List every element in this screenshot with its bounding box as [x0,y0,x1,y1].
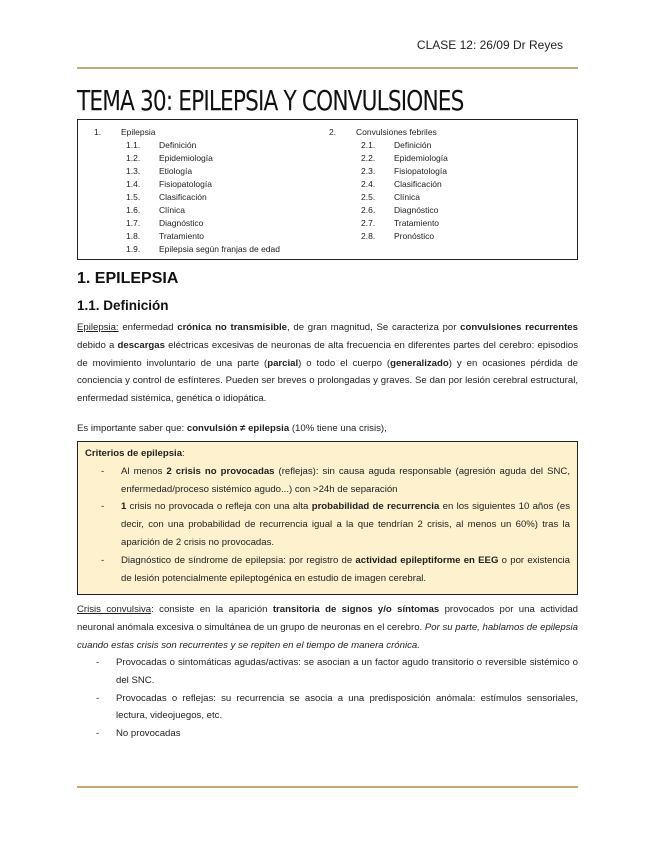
toc-number: 1.3. [126,166,141,176]
toc-number: 1.6. [126,205,141,215]
text: ) o todo el cuerpo ( [298,357,391,369]
criteria-title [85,445,570,463]
text: Provocadas o sintomáticas agudas/activas: se asocian a un factor agudo transitorio o reversible sistémico o del SNC. [116,657,578,686]
bullet-dash: - [96,692,100,704]
text: ) y en ocasiones pérdida de conciencia y control de esfínteres. Pueden ser breves o prolongadas y graves. Se dan por lesión cerebral estructural, enfermedad sistémica, genética o idiopática. [77,357,578,405]
bold-text: transitoria de signos y/o síntomas [272,604,440,615]
toc-number: 2.4. [361,179,376,189]
text: Es importante saber que: [77,423,187,434]
text: Provocadas o reflejas: su recurrencia se asocia a una predisposición anómala: estímulos sensoriales, lectura, videojuegos, etc. [116,692,578,722]
toc-subitem [94,204,334,217]
toc-item [94,126,337,139]
toc-label: Epidemiología [159,153,213,163]
toc-column-convulsiones [329,126,569,243]
toc-label: Clasificación [159,192,207,202]
toc-subitem [329,152,569,165]
toc-number: 2.8. [361,231,376,241]
toc-number: 1.5. [126,192,141,202]
toc-label: Clasificación [394,179,442,189]
toc-column-epilepsia [94,126,337,256]
list-item [77,725,578,743]
important-note [77,420,578,438]
text: consiste en la aparición [153,604,273,615]
toc-subitem [329,191,569,204]
bullet-dash: - [96,657,100,668]
text: Al menos [121,465,167,477]
page-title: TEMA 30: EPILEPSIA Y CONVULSIONES [77,84,464,117]
list-item [85,552,570,588]
text: : [151,604,154,615]
toc-subitem [329,217,569,230]
toc-label: Etiología [159,166,193,176]
toc-subitem [329,204,569,217]
toc-number: 1. [94,127,102,137]
definition-paragraph [77,319,578,408]
term-crisis-convulsiva: Crisis convulsiva [77,604,152,615]
toc-label: Diagnóstico [394,205,439,215]
toc-number: 2.5. [361,192,376,202]
section-heading: 1. EPILEPSIA [77,270,179,287]
bold-text: 2 crisis no provocadas [166,465,275,477]
toc-number: 1.4. [126,179,141,189]
toc-number: 2. [329,127,337,137]
toc-subitem [94,217,334,230]
text: provocados por una actividad neuronal anómala excesiva o simultánea de un grupo de neuronas en el cerebro. [77,604,578,633]
bold-text: convulsiones recurrentes [460,322,578,333]
toc-number: 1.1. [126,140,141,150]
bottom-divider [77,786,578,788]
bullet-dash: - [101,554,105,566]
text: o por existencia de lesión potencialmente epileptogénica en estudio de imagen cerebral. [121,554,570,584]
text: eléctricas excesivas de neuronas de alta frecuencia en diferentes partes del cerebro: episodios de movimiento involuntario de una parte ( [77,339,578,369]
toc-subitem [329,178,569,191]
text: : [182,448,185,459]
toc-subitem [94,139,334,152]
bold-text: Criterios de epilepsia [85,448,183,459]
toc-subitem [94,230,334,243]
toc-number: 2.7. [361,218,376,228]
text: enfermedad [118,322,178,333]
toc-label: Fisiopatología [159,179,212,189]
toc-subitem [94,152,334,165]
toc-subitem [94,191,334,204]
toc-label: Epilepsia según franjas de edad [159,244,280,254]
toc-number: 2.1. [361,140,376,150]
toc-number: 2.3. [361,166,376,176]
italic-text: Por su parte, hablamos de epilepsia cuando estas crisis son recurrentes y se repiten en el tiempo de manera crónica. [77,621,578,651]
bold-text: crónica no transmisible [177,322,288,333]
criteria-box [77,441,578,595]
toc-subitem [94,243,334,256]
toc-number: 1.2. [126,153,141,163]
toc-item [329,126,569,139]
list-item [77,654,578,690]
text: , de gran magnitud, Se caracteriza por [287,322,461,333]
list-item [85,463,570,499]
toc-label: Definición [394,140,432,150]
subsection-heading: 1.1. Definición [77,298,169,313]
text: No provocadas [116,728,181,740]
bold-text: descargas [117,339,165,351]
criteria-list [85,463,570,588]
list-item [85,498,570,551]
bold-text: parcial [267,357,299,369]
toc-label: Tratamiento [394,218,440,228]
top-divider [77,67,578,69]
bullet-dash: - [101,465,105,477]
bullet-dash: - [101,501,105,513]
toc-label: Definición [159,140,197,150]
bold-text: 1 [121,501,127,513]
toc-label: Clínica [159,205,185,215]
toc-number: 2.6. [361,205,376,215]
term-epilepsia: Epilepsia: [77,322,119,333]
toc-number: 1.8. [126,231,141,241]
toc-subitem [94,165,334,178]
text: en los siguientes 10 años (es decir, con una probabilidad de recurrencia igual a la que tendrían 2 crisis, al menos un 60%) tras la aparición de 2 crisis no provocadas. [121,501,570,548]
crisis-types-list [77,654,578,743]
toc-number: 2.2. [361,153,376,163]
bold-text: probabilidad de recurrencia [311,501,440,513]
toc-label: Fisiopatología [394,166,447,176]
toc-number: 1.9. [126,244,141,254]
toc-label: Tratamiento [159,231,205,241]
toc-subitem [329,230,569,243]
bold-text: generalizado [390,357,449,369]
bold-text: convulsión ≠ epilepsia [186,423,290,434]
toc-subitem [329,139,569,152]
crisis-paragraph [77,601,578,654]
list-item [77,690,578,726]
text: (reflejas): sin causa aguda responsable (agresión aguda del SNC, enfermedad/proceso sistémico agudo...) con >24h de separación [121,465,570,495]
text: (10% tiene una crisis), [289,423,387,434]
toc-number: 1.7. [126,218,141,228]
toc-label: Epidemiología [394,153,448,163]
toc-label: Convulsiones febriles [356,127,437,137]
toc-label: Clínica [394,192,420,202]
bold-text: actividad epileptiforme en EEG [355,554,499,566]
bullet-dash: - [96,728,100,740]
toc-label: Diagnóstico [159,218,204,228]
toc-label: Pronóstico [394,231,435,241]
text: crisis no provocada o refleja con una alta [126,501,312,513]
text: Diagnóstico de síndrome de epilepsia: por registro de [121,554,356,566]
toc-label: Epilepsia [121,127,156,137]
text: debido a [77,339,118,351]
table-of-contents [77,119,578,260]
toc-subitem [94,178,334,191]
header-class-info: CLASE 12: 26/09 Dr Reyes [416,38,563,52]
toc-subitem [329,165,569,178]
